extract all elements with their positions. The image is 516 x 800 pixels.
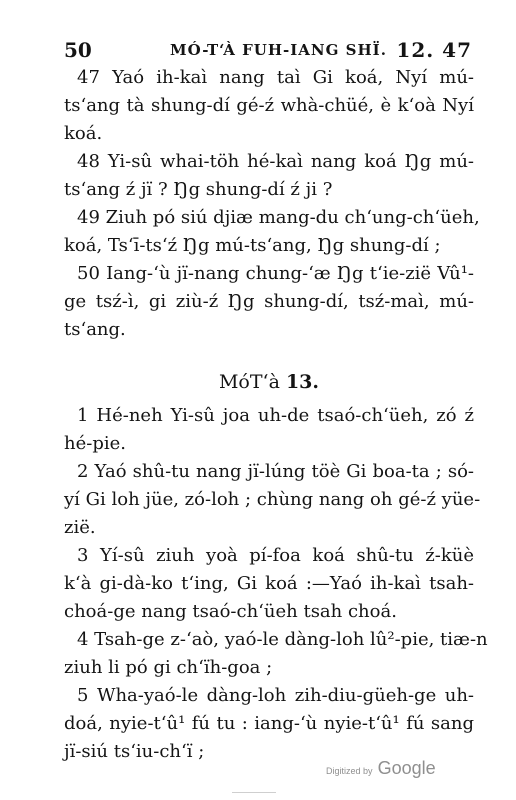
verses-chapter-13 [64,402,488,766]
verses-chapter-12 [64,64,480,344]
verse-line: koá, Ts‘ī-ts‘ź Ŋg mú-ts‘ang, Ŋg shung-dí ; [64,235,441,256]
verse-line: 2 Yaó shû-tu nang jï-lúng töè Gi boa-ta ; só- [77,461,474,482]
verse-line: ts‘ang tà shung-dí gé-ź whà-chüé, è k‘oà Nyí [64,95,474,116]
watermark-brand: Google [377,758,436,778]
verse-line: k‘à gi-dà-ko t‘ing, Gi koá :—Yaó ih-kaì tsah- [64,573,474,594]
verse-line: hé-pie. [64,433,126,454]
verse-line: 48 Yi-sû whai-töh hé-kaì nang koá Ŋg mú- [77,151,474,172]
verse-line: ziuh li pó gi ch‘ïh-goa ; [64,657,273,678]
page-header [64,38,472,62]
verse-line: 50 Iang-‘ù jï-nang chung-‘æ Ŋg t‘ie-zië Vû¹- [77,263,474,284]
verse-line: 5 Wha-yaó-le dàng-loh zih-diu-güeh-ge uh- [77,685,474,706]
digitization-watermark [326,758,436,779]
watermark-prefix: Digitized by [326,766,373,776]
verse-line: 1 Hé-neh Yi-sû joa uh-de tsaó-ch‘üeh, zó ź [77,405,474,426]
verse-line: doá, nyie-t‘û¹ fú tu : iang-‘ù nyie-t‘û¹ fú sang [64,713,474,734]
verse-line: choá-ge nang tsaó-ch‘üeh tsah choá. [64,601,397,622]
verse-line: ge tsź-ì, gi ziù-ź Ŋg shung-dí, tsź-maì, mú- [64,291,474,312]
verse-line: ts‘ang ź jï ? Ŋg shung-dí ź ji ? [64,179,333,200]
chapter-verse-reference: 12. 47 [396,38,472,62]
verse-line: 4 Tsah-ge z-‘aò, yaó-le dàng-loh lû²-pie, tiæ-n [77,629,488,650]
verse-line: zië. [64,517,96,538]
footer-rule [232,792,276,793]
verse-line: ts‘ang. [64,319,126,340]
verse-line: jï-siú ts‘iu-ch‘ï ; [64,741,205,762]
running-title: MÓ-T‘À FUH-IANG SHÏ. [170,41,387,59]
verse-line: koá. [64,123,103,144]
chapter-heading [64,370,474,394]
verse-line: 3 Yí-sû ziuh yoà pí-foa koá shû-tu ź-küè [77,545,474,566]
verse-line: 47 Yaó ih-kaì nang taì Gi koá, Nyí mú- [77,67,474,88]
verse-line: yí Gi loh jüe, zó-loh ; chùng nang oh gé-ź yüe- [64,489,481,510]
chapter-number: 13. [285,371,320,393]
verse-line: 49 Ziuh pó siú djiæ mang-du ch‘ung-ch‘üeh, [77,207,480,228]
page-number: 50 [64,38,92,62]
chapter-label: MóT‘à [218,371,280,393]
